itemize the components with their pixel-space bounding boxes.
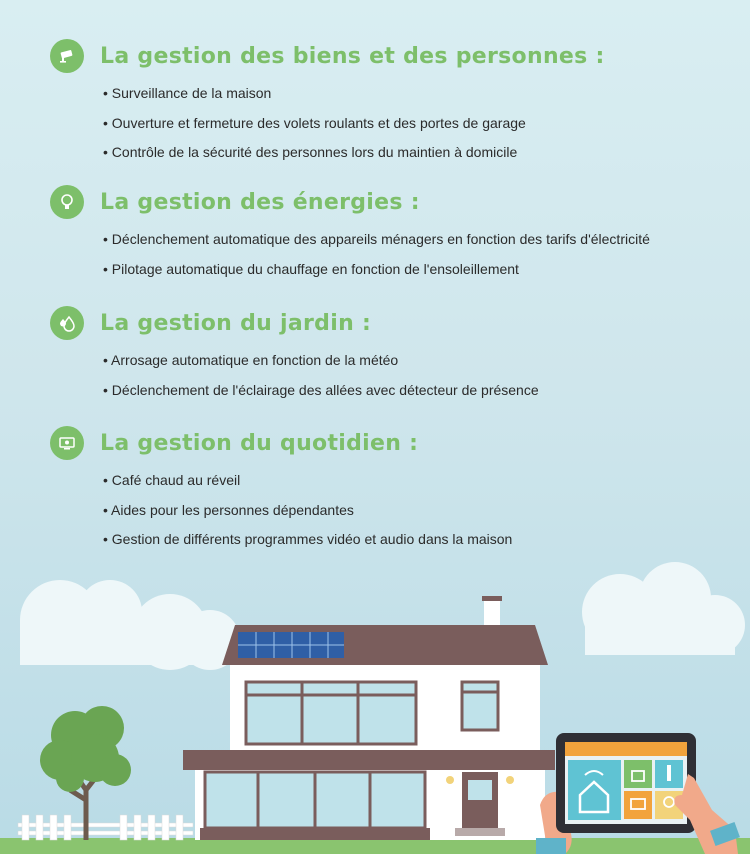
cloud-left [20, 580, 240, 670]
front-door [455, 772, 505, 836]
list-item: • Pilotage automatique du chauffage en fonction de l'ensoleillement [103, 255, 740, 285]
fence [18, 815, 193, 840]
lightbulb-icon [50, 185, 84, 219]
chimney [484, 598, 500, 628]
screen-icon [50, 426, 84, 460]
section-quotidien [50, 426, 740, 555]
house-illustration [0, 560, 750, 854]
camera-icon [50, 39, 84, 73]
list-item: • Ouverture et fermeture des volets roulants et des portes de garage [103, 109, 740, 139]
lock-icon [624, 760, 652, 788]
window-lower-large [205, 772, 425, 828]
section-energies [50, 185, 740, 284]
section-title: La gestion du quotidien : [100, 430, 419, 456]
solar-panel-icon [238, 632, 344, 658]
list-item: • Déclenchement automatique des appareils ménagers en fonction des tarifs d'électricité [103, 225, 740, 255]
list-item: • Contrôle de la sécurité des personnes lors du maintien à domicile [103, 138, 740, 168]
list-item: • Arrosage automatique en fonction de la météo [103, 346, 740, 376]
lamp-icon [506, 776, 514, 784]
window-upper-small [462, 682, 498, 730]
lawn [0, 838, 750, 854]
list-item: • Café chaud au réveil [103, 466, 740, 496]
lamp-icon [446, 776, 454, 784]
list-item: • Déclenchement de l'éclairage des allées avec détecteur de présence [103, 376, 740, 406]
section-title: La gestion des énergies : [100, 189, 420, 215]
cloud-right [582, 562, 745, 655]
window-upper-large [246, 682, 416, 744]
section-jardin [50, 306, 740, 405]
section-biens-personnes [50, 39, 740, 168]
list-item: • Aides pour les personnes dépendantes [103, 496, 740, 526]
section-title: La gestion des biens et des personnes : [100, 43, 605, 69]
camera-icon [624, 791, 652, 819]
water-drops-icon [50, 306, 84, 340]
tablet [556, 733, 696, 833]
porch-roof [183, 750, 555, 770]
list-item: • Surveillance de la maison [103, 79, 740, 109]
list-item: • Gestion de différents programmes vidéo et audio dans la maison [103, 525, 740, 555]
section-title: La gestion du jardin : [100, 310, 372, 336]
